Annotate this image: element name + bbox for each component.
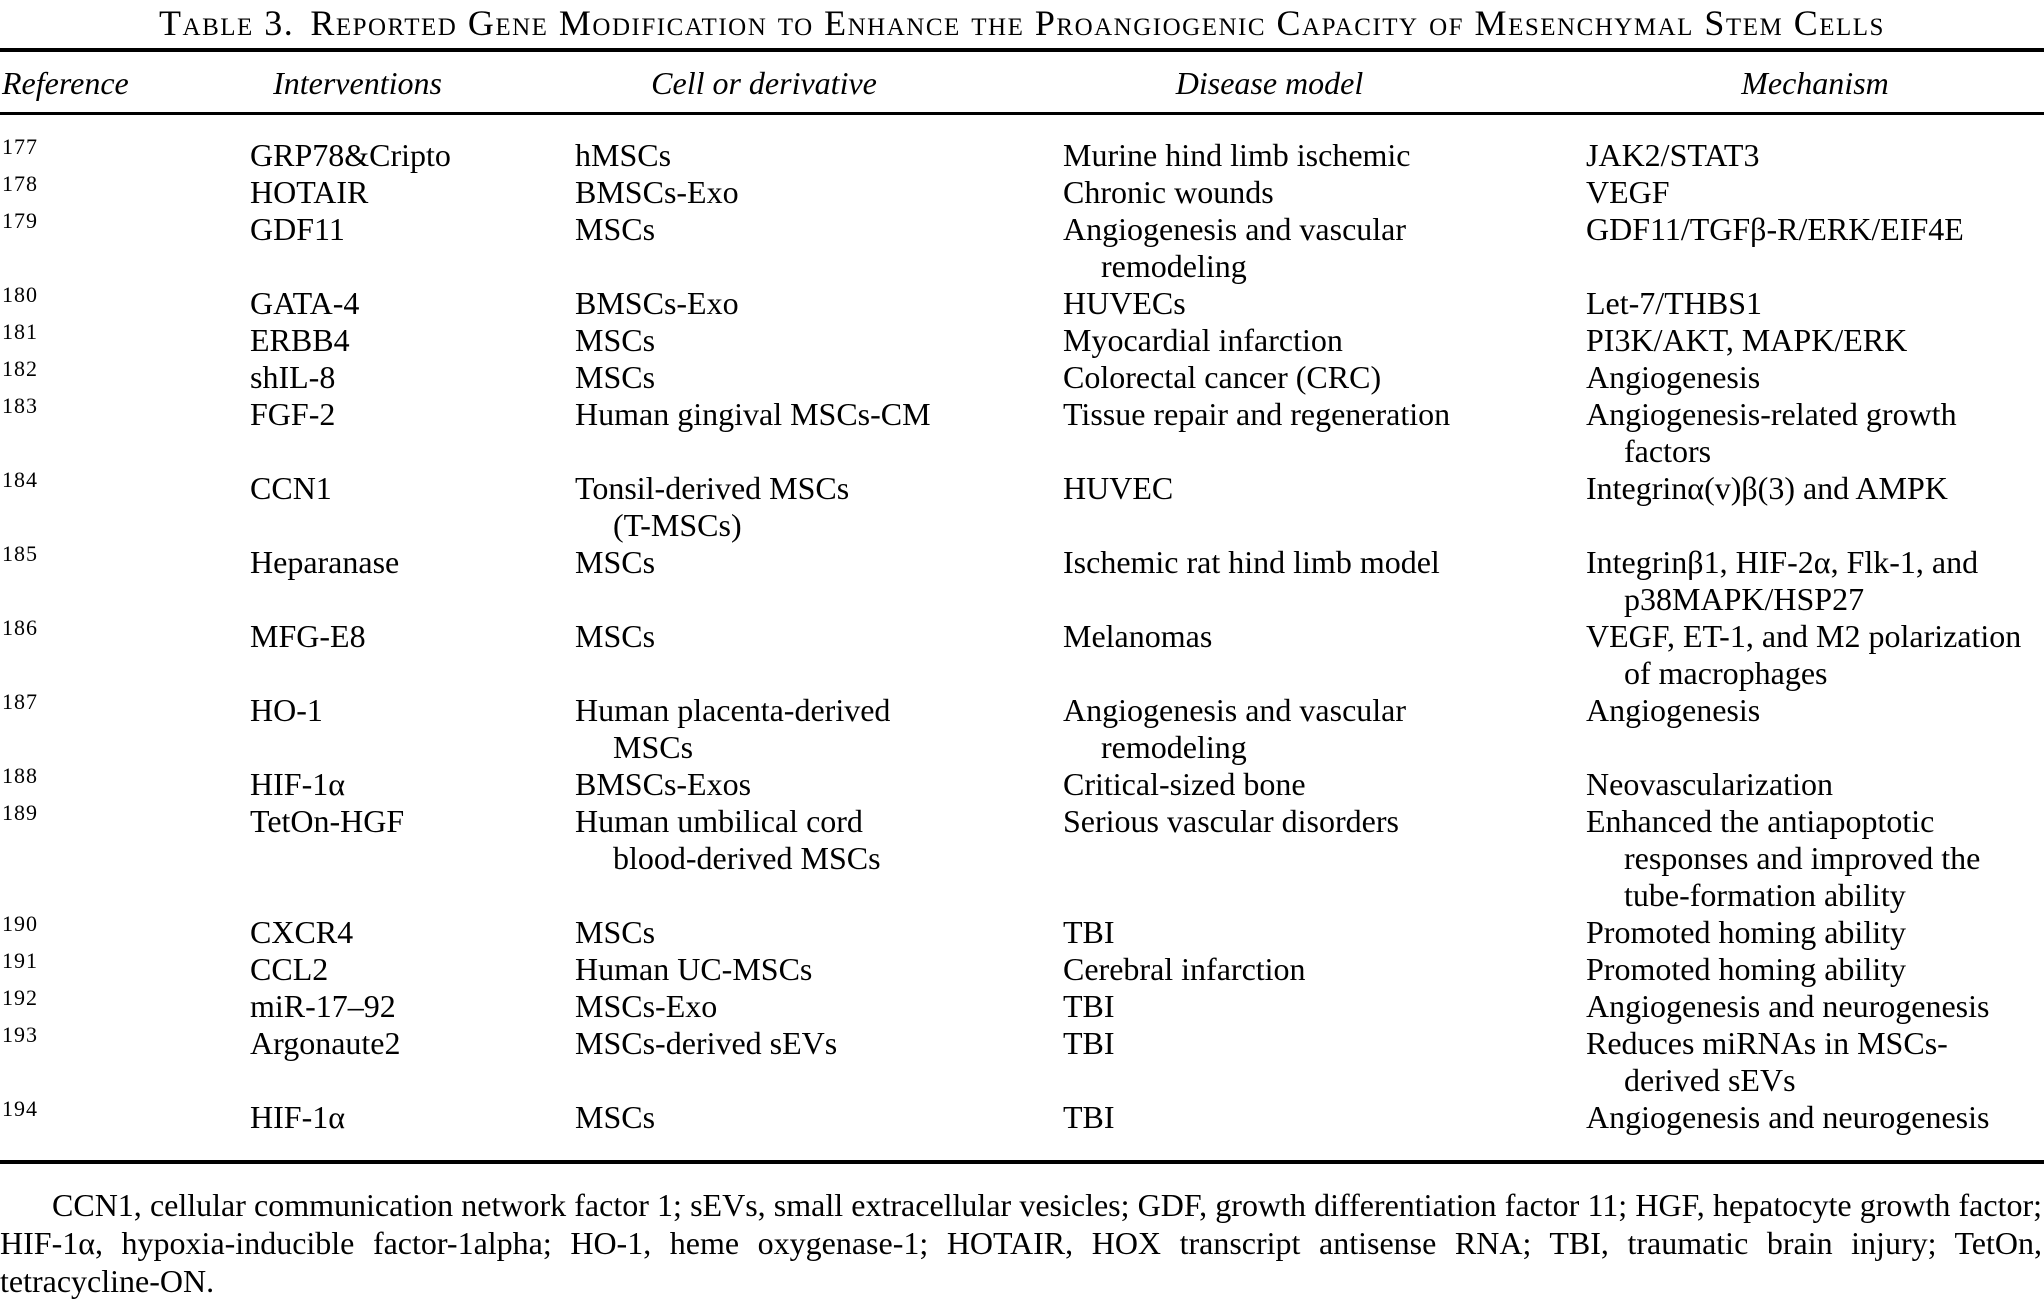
- reference-number: 189: [2, 800, 38, 825]
- mechanism-cell: [1586, 322, 2044, 359]
- table-row: [0, 282, 2044, 322]
- table-row: [0, 689, 2044, 766]
- cell-line: tube-formation ability: [1624, 877, 1906, 913]
- cell-line: Angiogenesis: [1586, 692, 1761, 728]
- reference-number: 190: [2, 911, 38, 936]
- cell-line: MSCs: [575, 914, 656, 950]
- mechanism-cell: [1586, 914, 2044, 951]
- cell-line: Tonsil-derived MSCs: [575, 470, 850, 506]
- column-header-reference: Reference: [2, 65, 129, 101]
- reference-number: 178: [2, 171, 38, 196]
- cell-line: derived sEVs: [1624, 1062, 1796, 1098]
- cell-line: Angiogenesis and vascular: [1063, 692, 1407, 728]
- disease-model-cell: [1063, 914, 1586, 951]
- cell-line: Ischemic rat hind limb model: [1063, 544, 1440, 580]
- reference-number: 194: [2, 1096, 38, 1121]
- reference-cell: [0, 171, 250, 211]
- table-row: [0, 1022, 2044, 1099]
- mechanism-cell: [1586, 137, 2044, 174]
- table-body: [0, 115, 2044, 1136]
- disease-model-cell: [1063, 137, 1586, 174]
- reference-cell: [0, 911, 250, 951]
- mechanism-cell: [1586, 1025, 2044, 1099]
- intervention-cell: [250, 396, 575, 433]
- intervention-cell: [250, 1025, 575, 1062]
- cell-line: Integrinβ1, HIF-2α, Flk-1, and: [1586, 544, 1979, 580]
- cell-or-derivative-cell: [575, 803, 1063, 877]
- cell-line: Enhanced the antiapoptotic: [1586, 803, 1935, 839]
- cell-line: PI3K/AKT, MAPK/ERK: [1586, 322, 1908, 358]
- cell-line: Let-7/THBS1: [1586, 285, 1762, 321]
- bottom-rule: [0, 1160, 2044, 1164]
- disease-model-cell: [1063, 692, 1586, 766]
- cell-line: Human UC-MSCs: [575, 951, 813, 987]
- cell-or-derivative-cell: [575, 322, 1063, 359]
- disease-model-cell: [1063, 174, 1586, 211]
- table-row: [0, 171, 2044, 211]
- reference-cell: [0, 467, 250, 507]
- cell-line: Heparanase: [250, 544, 400, 580]
- disease-model-cell: [1063, 544, 1586, 581]
- cell-line: Angiogenesis and neurogenesis: [1586, 988, 1990, 1024]
- cell-line: HUVEC: [1063, 470, 1174, 506]
- reference-cell: [0, 689, 250, 729]
- cell-line: responses and improved the: [1624, 840, 1981, 876]
- intervention-cell: [250, 803, 575, 840]
- cell-line: Angiogenesis and vascular: [1063, 211, 1407, 247]
- cell-line: Melanomas: [1063, 618, 1213, 654]
- cell-or-derivative-cell: [575, 1025, 1063, 1062]
- cell-line: Serious vascular disorders: [1063, 803, 1399, 839]
- column-header-interventions: Interventions: [273, 65, 442, 101]
- table-row: [0, 134, 2044, 174]
- intervention-cell: [250, 137, 575, 174]
- disease-model-cell: [1063, 1025, 1586, 1062]
- cell-or-derivative-cell: [575, 396, 1063, 433]
- intervention-cell: [250, 618, 575, 655]
- reference-number: 183: [2, 393, 38, 418]
- cell-line: Cerebral infarction: [1063, 951, 1306, 987]
- mechanism-cell: [1586, 618, 2044, 692]
- cell-or-derivative-cell: [575, 359, 1063, 396]
- mechanism-cell: [1586, 470, 2044, 507]
- cell-or-derivative-cell: [575, 137, 1063, 174]
- disease-model-cell: [1063, 359, 1586, 396]
- cell-or-derivative-cell: [575, 692, 1063, 766]
- cell-line: remodeling: [1101, 248, 1247, 284]
- cell-or-derivative-cell: [575, 544, 1063, 581]
- cell-line: Angiogenesis-related growth: [1586, 396, 1957, 432]
- table-caption: Reported Gene Modification to Enhance the Proangiogenic Capacity of Mesenchymal Stem Cells: [310, 3, 1885, 43]
- cell-line: Chronic wounds: [1063, 174, 1274, 210]
- table-row: [0, 763, 2044, 803]
- mechanism-cell: [1586, 174, 2044, 211]
- cell-line: of macrophages: [1624, 655, 1828, 691]
- disease-model-cell: [1063, 988, 1586, 1025]
- reference-number: 180: [2, 282, 38, 307]
- cell-or-derivative-cell: [575, 174, 1063, 211]
- disease-model-cell: [1063, 285, 1586, 322]
- reference-cell: [0, 948, 250, 988]
- cell-line: shIL-8: [250, 359, 336, 395]
- reference-number: 187: [2, 689, 38, 714]
- intervention-cell: [250, 766, 575, 803]
- cell-line: GDF11: [250, 211, 345, 247]
- reference-cell: [0, 1096, 250, 1136]
- cell-line: HOTAIR: [250, 174, 369, 210]
- mechanism-cell: [1586, 285, 2044, 322]
- cell-or-derivative-cell: [575, 1099, 1063, 1136]
- table-row: [0, 319, 2044, 359]
- cell-or-derivative-cell: [575, 285, 1063, 322]
- reference-number: 177: [2, 134, 38, 159]
- cell-line: Critical-sized bone: [1063, 766, 1306, 802]
- reference-cell: [0, 134, 250, 174]
- intervention-cell: [250, 692, 575, 729]
- cell-or-derivative-cell: [575, 618, 1063, 655]
- table-row: [0, 393, 2044, 470]
- cell-line: BMSCs-Exos: [575, 766, 752, 802]
- cell-or-derivative-cell: [575, 988, 1063, 1025]
- disease-model-cell: [1063, 618, 1586, 655]
- cell-line: JAK2/STAT3: [1586, 137, 1760, 173]
- intervention-cell: [250, 359, 575, 396]
- cell-line: TBI: [1063, 1025, 1115, 1061]
- reference-cell: [0, 985, 250, 1025]
- disease-model-cell: [1063, 803, 1586, 840]
- cell-line: Human umbilical cord: [575, 803, 863, 839]
- reference-number: 181: [2, 319, 38, 344]
- mechanism-cell: [1586, 396, 2044, 470]
- cell-line: Colorectal cancer (CRC): [1063, 359, 1382, 395]
- cell-line: Human gingival MSCs-CM: [575, 396, 931, 432]
- mechanism-cell: [1586, 1099, 2044, 1136]
- cell-line: MSCs-derived sEVs: [575, 1025, 838, 1061]
- reference-cell: [0, 393, 250, 433]
- cell-line: Human placenta-derived: [575, 692, 891, 728]
- cell-line: hMSCs: [575, 137, 672, 173]
- cell-line: TBI: [1063, 1099, 1115, 1135]
- mechanism-cell: [1586, 211, 2044, 248]
- disease-model-cell: [1063, 322, 1586, 359]
- cell-line: MSCs: [613, 729, 694, 765]
- disease-model-cell: [1063, 211, 1586, 285]
- reference-cell: [0, 1022, 250, 1062]
- cell-line: remodeling: [1101, 729, 1247, 765]
- cell-line: Integrinα(v)β(3) and AMPK: [1586, 470, 1948, 506]
- reference-number: 191: [2, 948, 38, 973]
- disease-model-cell: [1063, 470, 1586, 507]
- mechanism-cell: [1586, 951, 2044, 988]
- cell-line: CXCR4: [250, 914, 354, 950]
- disease-model-cell: [1063, 766, 1586, 803]
- cell-line: TBI: [1063, 914, 1115, 950]
- cell-line: MFG-E8: [250, 618, 366, 654]
- cell-line: HO-1: [250, 692, 323, 728]
- cell-line: p38MAPK/HSP27: [1624, 581, 1865, 617]
- cell-line: Murine hind limb ischemic: [1063, 137, 1411, 173]
- cell-line: FGF-2: [250, 396, 336, 432]
- cell-or-derivative-cell: [575, 951, 1063, 988]
- cell-or-derivative-cell: [575, 914, 1063, 951]
- cell-line: ERBB4: [250, 322, 350, 358]
- cell-line: Angiogenesis: [1586, 359, 1761, 395]
- intervention-cell: [250, 211, 575, 248]
- cell-line: Angiogenesis and neurogenesis: [1586, 1099, 1990, 1135]
- cell-line: blood-derived MSCs: [613, 840, 881, 876]
- top-rule: [0, 48, 2044, 52]
- cell-line: GATA-4: [250, 285, 360, 321]
- reference-number: 193: [2, 1022, 38, 1047]
- table-row: [0, 208, 2044, 285]
- cell-line: (T-MSCs): [613, 507, 742, 543]
- cell-line: TBI: [1063, 988, 1115, 1024]
- intervention-cell: [250, 285, 575, 322]
- cell-line: MSCs: [575, 211, 656, 247]
- cell-line: CCL2: [250, 951, 329, 987]
- intervention-cell: [250, 544, 575, 581]
- cell-line: HIF-1α: [250, 1099, 345, 1135]
- table-title: [0, 0, 2044, 44]
- cell-line: VEGF, ET-1, and M2 polarization: [1586, 618, 2022, 654]
- cell-line: Argonaute2: [250, 1025, 401, 1061]
- disease-model-cell: [1063, 1099, 1586, 1136]
- cell-line: miR-17–92: [250, 988, 396, 1024]
- reference-cell: [0, 763, 250, 803]
- table-row: [0, 467, 2044, 544]
- cell-or-derivative-cell: [575, 766, 1063, 803]
- intervention-cell: [250, 470, 575, 507]
- mechanism-cell: [1586, 359, 2044, 396]
- table-row: [0, 948, 2044, 988]
- cell-line: GRP78&Cripto: [250, 137, 451, 173]
- intervention-cell: [250, 1099, 575, 1136]
- reference-number: 184: [2, 467, 38, 492]
- cell-line: Tissue repair and regeneration: [1063, 396, 1451, 432]
- cell-line: BMSCs-Exo: [575, 174, 739, 210]
- disease-model-cell: [1063, 951, 1586, 988]
- mechanism-cell: [1586, 988, 2044, 1025]
- disease-model-cell: [1063, 396, 1586, 433]
- cell-line: Neovascularization: [1586, 766, 1833, 802]
- reference-cell: [0, 319, 250, 359]
- reference-number: 182: [2, 356, 38, 381]
- cell-line: GDF11/TGFβ-R/ERK/EIF4E: [1586, 211, 1964, 247]
- table-row: [0, 615, 2044, 692]
- cell-line: MSCs: [575, 322, 656, 358]
- intervention-cell: [250, 988, 575, 1025]
- cell-line: MSCs: [575, 1099, 656, 1135]
- cell-line: CCN1: [250, 470, 332, 506]
- reference-number: 185: [2, 541, 38, 566]
- mechanism-cell: [1586, 544, 2044, 618]
- cell-line: Reduces miRNAs in MSCs-: [1586, 1025, 1948, 1061]
- column-header-cell-or-derivative: Cell or derivative: [651, 65, 877, 101]
- reference-number: 188: [2, 763, 38, 788]
- cell-line: VEGF: [1586, 174, 1670, 210]
- table-row: [0, 1096, 2044, 1136]
- cell-line: MSCs-Exo: [575, 988, 718, 1024]
- cell-line: BMSCs-Exo: [575, 285, 739, 321]
- cell-or-derivative-cell: [575, 211, 1063, 248]
- mechanism-cell: [1586, 766, 2044, 803]
- table-row: [0, 800, 2044, 914]
- reference-number: 186: [2, 615, 38, 640]
- table-row: [0, 541, 2044, 618]
- table-row: [0, 911, 2044, 951]
- table-footnote: CCN1, cellular communication network factor 1; sEVs, small extracellular vesicles; GDF, growth differentiation factor 11; HGF, hepatocyte growth factor; HIF-1α, hypoxia-inducible factor-1alpha; HO-1, heme oxygenase-1; HOTAIR, HOX transcript antisense RNA; TBI, traumatic brain injury; TetOn, tetracycline-ON.: [0, 1187, 2042, 1299]
- mechanism-cell: [1586, 692, 2044, 729]
- column-header-disease-model: Disease model: [1175, 65, 1364, 101]
- reference-number: 192: [2, 985, 38, 1010]
- intervention-cell: [250, 322, 575, 359]
- reference-number: 179: [2, 208, 38, 233]
- reference-cell: [0, 282, 250, 322]
- cell-line: MSCs: [575, 544, 656, 580]
- cell-line: HIF-1α: [250, 766, 345, 802]
- mechanism-cell: [1586, 803, 2044, 914]
- cell-line: Promoted homing ability: [1586, 914, 1906, 950]
- reference-cell: [0, 800, 250, 840]
- cell-or-derivative-cell: [575, 470, 1063, 544]
- table-row: [0, 356, 2044, 396]
- reference-cell: [0, 208, 250, 248]
- cell-line: MSCs: [575, 618, 656, 654]
- cell-line: factors: [1624, 433, 1712, 469]
- reference-cell: [0, 356, 250, 396]
- cell-line: HUVECs: [1063, 285, 1186, 321]
- intervention-cell: [250, 914, 575, 951]
- table-number: Table 3.: [159, 3, 295, 43]
- column-header-mechanism: Mechanism: [1741, 65, 1889, 101]
- cell-line: Myocardial infarction: [1063, 322, 1343, 358]
- table-header-row: [0, 66, 2044, 100]
- reference-cell: [0, 615, 250, 655]
- cell-line: TetOn-HGF: [250, 803, 405, 839]
- cell-line: MSCs: [575, 359, 656, 395]
- table-row: [0, 985, 2044, 1025]
- intervention-cell: [250, 951, 575, 988]
- reference-cell: [0, 541, 250, 581]
- cell-line: Promoted homing ability: [1586, 951, 1906, 987]
- intervention-cell: [250, 174, 575, 211]
